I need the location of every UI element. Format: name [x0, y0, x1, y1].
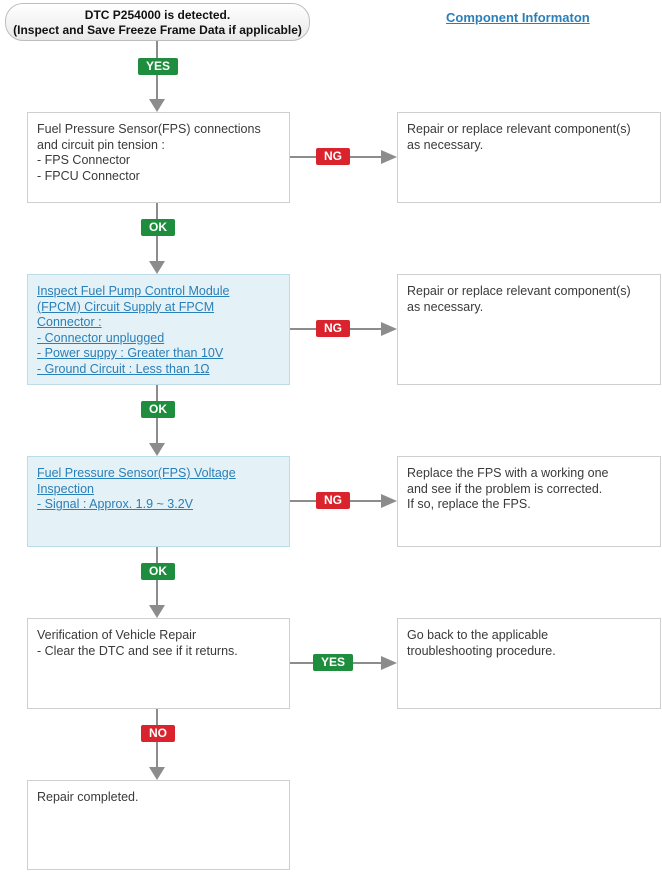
result-go-back — [397, 618, 661, 709]
step-verification-repair — [27, 618, 290, 709]
step-text: - FPCU Connector — [37, 168, 140, 183]
arrow-down-icon — [149, 261, 165, 274]
step-link-text[interactable]: Inspection — [37, 481, 94, 496]
start-node — [5, 3, 310, 41]
step-link-text[interactable]: - Ground Circuit : Less than 1Ω — [37, 361, 210, 376]
result-text: troubleshooting procedure. — [407, 643, 556, 658]
step-link-text[interactable]: (FPCM) Circuit Supply at FPCM — [37, 299, 215, 314]
ng-badge: NG — [316, 320, 350, 337]
step-text: Fuel Pressure Sensor(FPS) connections — [37, 122, 261, 136]
final-text: Repair completed. — [37, 790, 139, 804]
result-repair-replace — [397, 274, 661, 385]
result-repair-replace — [397, 112, 661, 203]
step-text: and circuit pin tension : — [37, 137, 165, 152]
step-link-text[interactable]: Fuel Pressure Sensor(FPS) Voltage — [37, 466, 236, 480]
component-information-link[interactable]: Component Informaton — [446, 10, 590, 25]
result-replace-fps — [397, 456, 661, 547]
step-text: - Clear the DTC and see if it returns. — [37, 643, 238, 658]
arrow-right-icon — [381, 494, 397, 508]
arrow-down-icon — [149, 605, 165, 618]
step-link-text[interactable]: - Connector unplugged — [37, 330, 165, 345]
step-text: - FPS Connector — [37, 153, 131, 167]
ok-badge: OK — [141, 219, 175, 236]
ng-badge: NG — [316, 492, 350, 509]
result-text: Repair or replace relevant component(s) — [407, 122, 631, 136]
result-text: as necessary. — [407, 137, 484, 152]
ng-badge: NG — [316, 148, 350, 165]
step-fps-connections — [27, 112, 290, 203]
step-repair-completed — [27, 780, 290, 870]
arrow-down-icon — [149, 99, 165, 112]
arrow-down-icon — [149, 767, 165, 780]
arrow-right-icon — [381, 150, 397, 164]
step-link-text[interactable]: - Power suppy : Greater than 10V — [37, 346, 224, 360]
ok-badge: OK — [141, 401, 175, 418]
arrow-right-icon — [381, 656, 397, 670]
arrow-right-icon — [381, 322, 397, 336]
result-text: Replace the FPS with a working one — [407, 466, 609, 480]
step-fpcm-circuit-supply[interactable] — [27, 274, 290, 385]
result-text: If so, replace the FPS. — [407, 497, 531, 511]
step-link-text[interactable]: Inspect Fuel Pump Control Module — [37, 284, 230, 298]
no-badge: NO — [141, 725, 175, 742]
result-text: Go back to the applicable — [407, 628, 549, 642]
arrow-down-icon — [149, 443, 165, 456]
step-text: Verification of Vehicle Repair — [37, 628, 197, 642]
ok-badge: OK — [141, 563, 175, 580]
step-link-text[interactable]: Connector : — [37, 315, 102, 329]
start-title: DTC P254000 is detected. — [84, 8, 231, 22]
start-subtitle: (Inspect and Save Freeze Frame Data if applicable) — [13, 23, 302, 37]
yes-badge: YES — [313, 654, 353, 671]
step-fps-voltage-inspection[interactable] — [27, 456, 290, 547]
yes-badge: YES — [138, 58, 178, 75]
result-text: as necessary. — [407, 299, 484, 314]
result-text: Repair or replace relevant component(s) — [407, 284, 631, 298]
result-text: and see if the problem is corrected. — [407, 481, 603, 496]
step-link-text[interactable]: - Signal : Approx. 1.9 ~ 3.2V — [37, 497, 193, 511]
